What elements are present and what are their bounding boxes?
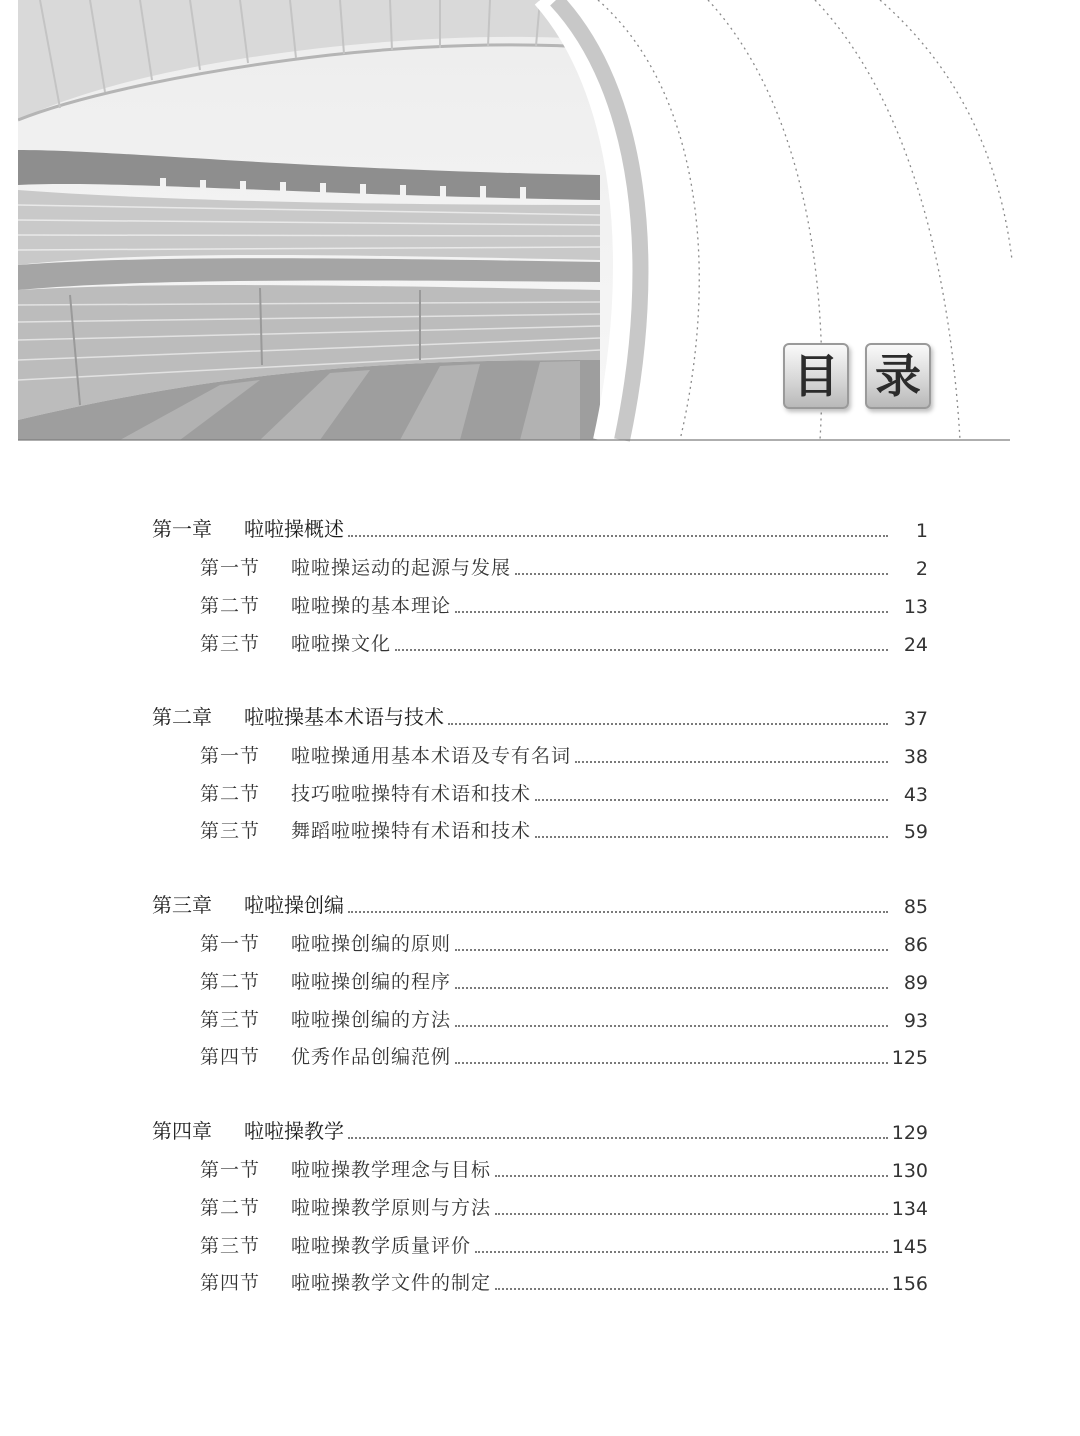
- page-number: 85: [903, 896, 928, 918]
- page-number: 129: [891, 1122, 928, 1144]
- section-title: 优秀作品创编范例: [291, 1046, 452, 1068]
- section-number: 第三节: [200, 820, 261, 842]
- section-number: 第三节: [200, 1009, 261, 1031]
- toc-section-4-1[interactable]: [200, 1152, 928, 1182]
- dot-leader: [348, 535, 888, 537]
- toc-chapter-1[interactable]: [152, 512, 928, 542]
- dot-leader: [515, 573, 888, 575]
- section-title: 啦啦操教学理念与目标: [291, 1159, 492, 1181]
- dot-leader: [348, 1137, 888, 1139]
- page-number: 86: [903, 934, 928, 956]
- section-title: 啦啦操教学质量评价: [291, 1235, 472, 1257]
- toc-section-2-2[interactable]: [200, 776, 928, 806]
- page-number: 1: [915, 520, 928, 542]
- section-title: 啦啦操通用基本术语及专有名词: [291, 745, 572, 767]
- section-number: 第二节: [200, 783, 261, 805]
- toc-section-1-1[interactable]: [200, 550, 928, 580]
- toc-section-1-3[interactable]: [200, 626, 928, 656]
- section-number: 第二节: [200, 1197, 261, 1219]
- dot-leader: [535, 799, 888, 801]
- dot-leader: [455, 949, 888, 951]
- toc-section-3-3[interactable]: [200, 1002, 928, 1032]
- page-number: 145: [891, 1236, 928, 1258]
- chapter-title: 啦啦操基本术语与技术: [244, 705, 444, 729]
- dot-leader: [495, 1288, 888, 1290]
- dot-leader: [455, 1025, 888, 1027]
- toc-chapter-3[interactable]: [152, 888, 928, 918]
- chapter-number: 第三章: [152, 893, 212, 917]
- section-title: 啦啦操文化: [291, 633, 392, 655]
- toc-section-4-3[interactable]: [200, 1228, 928, 1258]
- toc-section-4-2[interactable]: [200, 1190, 928, 1220]
- page-number: 43: [903, 784, 928, 806]
- toc-section-2-3[interactable]: [200, 813, 928, 843]
- chapter-number: 第二章: [152, 705, 212, 729]
- chapter-title: 啦啦操教学: [244, 1119, 344, 1143]
- section-title: 啦啦操创编的程序: [291, 971, 452, 993]
- section-number: 第一节: [200, 557, 261, 579]
- page-number: 13: [903, 596, 928, 618]
- dot-leader: [455, 1062, 888, 1064]
- page-number: 38: [903, 746, 928, 768]
- dot-leader: [495, 1213, 888, 1215]
- page-number: 125: [891, 1047, 928, 1069]
- toc-chapter-2[interactable]: [152, 700, 928, 730]
- section-title: 技巧啦啦操特有术语和技术: [291, 783, 532, 805]
- dot-leader: [455, 987, 888, 989]
- page-number: 89: [903, 972, 928, 994]
- section-number: 第一节: [200, 933, 261, 955]
- page-number: 93: [903, 1010, 928, 1032]
- section-number: 第三节: [200, 1235, 261, 1257]
- chapter-title: 啦啦操概述: [244, 517, 344, 541]
- section-number: 第四节: [200, 1046, 261, 1068]
- section-number: 第二节: [200, 595, 261, 617]
- toc-title-char: 录: [865, 343, 931, 409]
- section-title: 啦啦操创编的原则: [291, 933, 452, 955]
- chapter-number: 第四章: [152, 1119, 212, 1143]
- page-number: 2: [915, 558, 928, 580]
- page-number: 37: [903, 708, 928, 730]
- chapter-title: 啦啦操创编: [244, 893, 344, 917]
- page-number: 59: [903, 821, 928, 843]
- section-title: 啦啦操创编的方法: [291, 1009, 452, 1031]
- section-number: 第四节: [200, 1272, 261, 1294]
- dot-leader: [448, 723, 888, 725]
- toc-section-4-4[interactable]: [200, 1265, 928, 1295]
- toc-chapter-4[interactable]: [152, 1114, 928, 1144]
- dot-leader: [575, 761, 888, 763]
- section-number: 第一节: [200, 745, 261, 767]
- section-title: 舞蹈啦啦操特有术语和技术: [291, 820, 532, 842]
- dot-leader: [455, 611, 888, 613]
- section-title: 啦啦操运动的起源与发展: [291, 557, 512, 579]
- page-number: 156: [891, 1273, 928, 1295]
- toc-section-3-4[interactable]: [200, 1039, 928, 1069]
- section-number: 第三节: [200, 633, 261, 655]
- section-title: 啦啦操教学原则与方法: [291, 1197, 492, 1219]
- toc-section-3-2[interactable]: [200, 964, 928, 994]
- dot-leader: [535, 836, 888, 838]
- chapter-number: 第一章: [152, 517, 212, 541]
- dot-leader: [395, 649, 888, 651]
- section-number: 第二节: [200, 971, 261, 993]
- page-number: 24: [903, 634, 928, 656]
- section-title: 啦啦操的基本理论: [291, 595, 452, 617]
- page-number: 130: [891, 1160, 928, 1182]
- toc-section-2-1[interactable]: [200, 738, 928, 768]
- section-title: 啦啦操教学文件的制定: [291, 1272, 492, 1294]
- dot-leader: [475, 1251, 888, 1253]
- toc-title-char: 目: [783, 343, 849, 409]
- dot-leader: [495, 1175, 888, 1177]
- toc-section-1-2[interactable]: [200, 588, 928, 618]
- dot-leader: [348, 911, 888, 913]
- toc-section-3-1[interactable]: [200, 926, 928, 956]
- section-number: 第一节: [200, 1159, 261, 1181]
- page-number: 134: [891, 1198, 928, 1220]
